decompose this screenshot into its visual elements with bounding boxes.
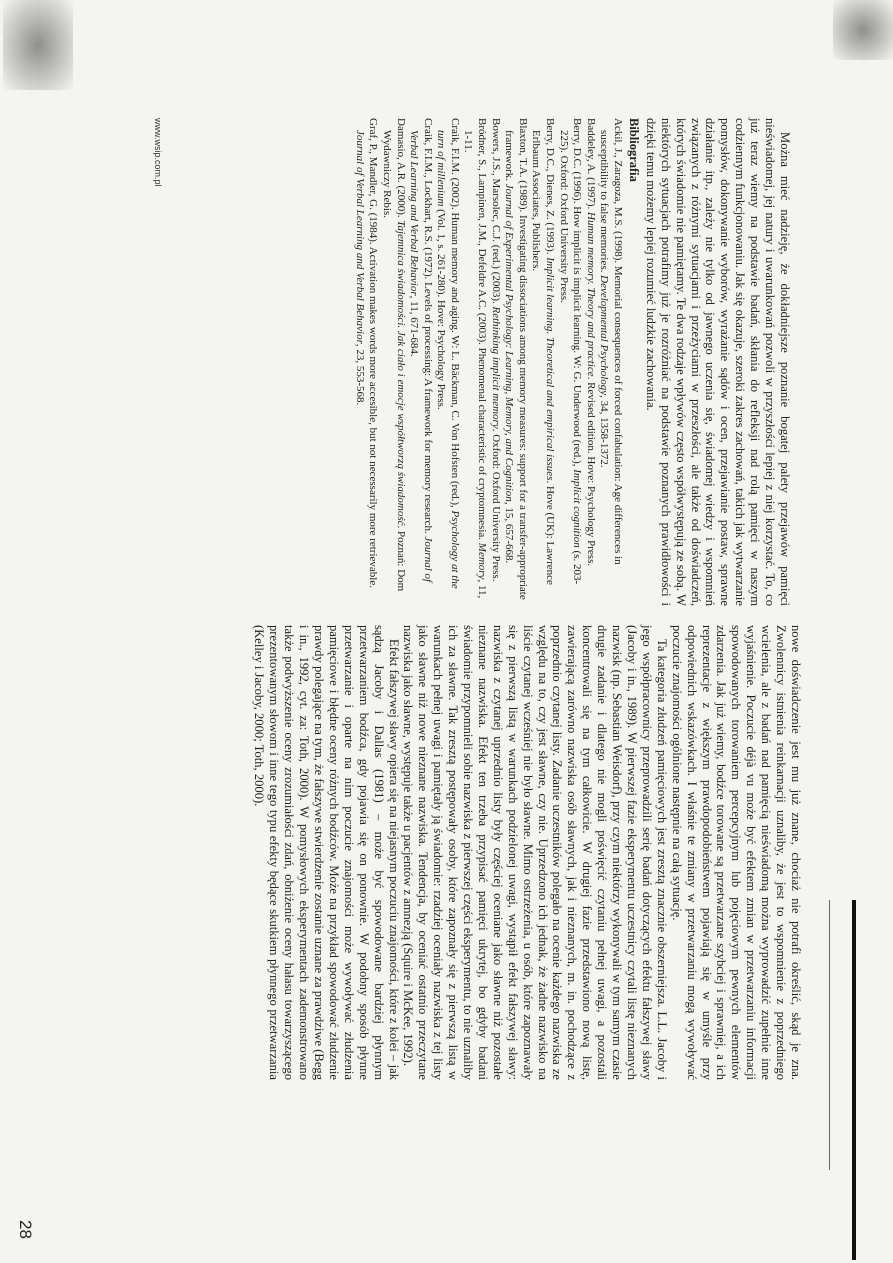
paragraph: Ta kategoria złudzeń pamięciowych jest zresztą znacznie obszerniejsza. L.L. Jacoby i jego współpracownicy przeprowadzili serię badań dotyczących efektu fałszywej sławy (Jacoby i in., 1989). W pierwszej fazie eksperymentu uczestnicy czytali listę nieznanych nazwisk (np. Sebastian Weisdorf), przy czym niektórzy wykonywali w tym samym czasie drugie zadanie i dlatego nie mogli poświęcić czytaniu pełnej uwagi, a pozostali koncentrowali się na tym całkowicie. W drugiej fazie przedstawiono nową listę, zawierającą zarówno nazwiska osób sławnych, jak i nieznanych, m. in. pochodzące z poprzednio czytanej listy. Zadanie uczestników polegało na ocenie każdego nazwiska ze względu na to, czy jest sławne, czy nie. Uprzedzono ich jednak, że żadne nazwisko na liście czytanej wcześniej nie było sławne. Mimo ostrzeżenia, u osób, które zapoznawały się z pierwszą listą w warunkach podzielonej uwagi, wystąpił efekt fałszywej sławy: nazwiska z czytanej uprzednio listy były częściej oceniane jako sławne niż pozostałe nieznane nazwiska. Efekt ten trzeba przypisać pamięci ukrytej, bo gdyby badani świadomie przypomnieli sobie nazwiska z pierwszej części eksperymentu, to nie uznaliby ich za sławne. Tak zresztą postępowały osoby, które zapoznały się z pierwszą listą w warunkach pełnej uwagi i pamiętały ją świadomie: rzadziej oceniały nazwiska z tej listy jako sławne niż nowe nieznane nazwiska. Tendencja, by oceniać ostatnio przeczytane nazwiska jako sławne, występuje także u pacjentów z amnezją (Squire i McKee, 1992). [401,625,669,1080]
reference-text: Damasio, A.R. (2000). [394,118,407,221]
reference-details: , 23, 553-568. [353,343,366,406]
reference-text: Ackil, J., Zaragoza, M.S. (1998). Memorial consequences of forced confabulation: Age differences in susceptibility to false memories. [598,118,625,565]
reference-journal: Implicit cognition [571,469,584,548]
reference-details: . Poznań: Dom Wydawniczy Rebis. [380,130,407,592]
reference-journal: Journal of Verbal Learning and Verbal Behavior [408,130,434,583]
reference-journal: Memory [476,542,489,580]
reference-journal: Implicit learning. Theoretical and empirical issues [544,257,557,481]
reference-text: Craik, F.I.M., Lockhart, R.S. (1972). Levels of processing: A framework for memory research. [421,118,434,537]
paragraph: nowe doświadczenie jest mu już znane, chociaż nie potrafi określić, skąd je zna. Zwolennicy istnienia reinkarnacji uznaliby, że jest to wspomnienie z poprzedniego wcielenia, ale z badań nad pamięcią nieświadomą można wyprowadzić zupełnie inne wyjaśnienie. Poczucie déjà vu może być efektem zmian w przetwarzaniu informacji spowodowanych torowaniem percepcyjnym lub pojęciowym pewnych elementów zdarzenia. Jak już wiemy, bodźce torowane są przetwarzane szybciej i sprawniej, a ich reprezentacje z większym prawdopodobieństwem pojawiają się w umyśle przy odpowiednich wskazówkach. I właśnie te zmiany w przetwarzaniu mogą wywoływać poczucie znajomości ogólnione następnie na całą sytuację. [669,625,803,1080]
references-heading: Bibliografia [626,118,641,182]
reference-text: Blaxton, T.A. (1989). Investigating dissociations among memory measures: support for a transfer-appropriate framework. [503,118,529,600]
reference-journal: Journal of Verbal Learning and Verbal Behavior [353,130,366,344]
scan-smudge [3,0,73,90]
reference-text: Bowers, J.S., Marsolec, C.J. (red.) (2003). [489,118,502,307]
reference-text: Craik, F.I.M. (2002). Human memory and aging. W: L. Bäckman, C. Von Hofsten (red.), [448,118,461,511]
reference-entry [379,118,406,606]
references-list [352,118,624,606]
paragraph: Efekt fałszywej sławy opiera się na niejasnym poczuciu znajomości, które z kolei – jak sądzą Jacoby i Dallas (1981) – może być spowodowane bardziej płynnym przetwarzaniem bodźca, gdy pojawia się on ponownie. W podobny sposób płynne przetwarzanie i oparte na nim poczucie znajomości może wywoływać złudzenia pamięciowe i błędne oceny różnych bodźców. Może na przykład spowodować złudzenie prawdy polegające na tym, że fałszywe stwierdzenie zostanie uznane za prawdziwe (Begg i in., 1992, cyt. za: Toth, 2000). W pomysłowych eksperymentach zademonstrowano także podwyższenie oceny zrozumiałości zdań, obniżenie oceny hałasu towarzyszącego prezentowanym słowom i inne tego typu efekty będące skutkiem płynnego przetwarzania (Kelley i Jacoby, 2000; Toth, 2000). [252,625,401,1080]
reference-text: Bródner, S., Lampinen, J.M., Defeldre A.C. (2003). Phenomenal characteristic of cryptomnesia. [476,118,489,543]
reference-journal: Psychology at the turn of millenium [435,130,461,589]
scan-edge-bar [852,900,856,1260]
reference-details: , 11, 671-684. [408,295,421,357]
footer-url: www.wsip.com.pl [153,118,163,187]
reference-entry [529,118,556,606]
reference-details: , 11, 1-11. [462,130,489,599]
reference-journal: Tajemnica świadomości. Jak ciało i emocje współtworzą świadomość [394,220,407,526]
reference-entry [556,118,583,606]
reference-details: . Revised edition. Hove: Psychology Press. [584,376,597,567]
reference-details: . Hove (UK): Lawrence Erlbaum Associates, Publishers. [530,130,557,585]
reference-details: (Vol. 1, s. 261-280). Hove: Psychology Press. [435,206,448,410]
reference-journal: Rethinking implicit memory [489,306,502,429]
reference-text: Berry, D.C. (1996). How implicit is implicit learning. W: G. Underwood (red.), [571,118,584,470]
paragraph: Można mieć nadzieję, że dokładniejsze poznanie bogatej palety przejawów pamięci nieświadomej, jej natury i uwarunkowań pozwoli w przyszłości lepiej z niej korzystać. To, co już teraz wiemy na podstawie badań, skłania do refleksji nad rolą pamięci w naszym codziennym funkcjonowaniu. Jak się okazuje, szeroki zakres zachowań, takich jak wytwarzanie pomysłów, dokonywanie wyborów, wyrażanie sądów i ocen, przejawianie postaw, sprawne działanie itp., zależy nie tylko od jawnego uczenia się, świadomej wiedzy i wspomnień związanych z różnymi sytuacjami i przeżyciami w przeszłości, ale także od doświadczeń, których świadomie nie pamiętamy. Te dwa rodzaje wpływów często współwystępują ze sobą. W niektórych sytuacjach potrafimy już je rozróżniać na podstawie poznanych prawidłowości i dzięki temu możemy lepiej rozumieć ludzkie zachowania. [643,118,792,606]
reference-journal: Human memory. Theory and practice [584,212,597,377]
reference-entry [502,118,529,606]
reference-text: Baddeley, A. (1997). [584,118,597,212]
reference-journal: Developmental Psychology [598,275,611,396]
page-number: 28 [16,1220,35,1239]
reference-details: . Oxford: Oxford University Press. [489,428,502,582]
reference-entry [352,118,379,606]
reference-details: , 34, 1358-1372. [598,395,611,468]
scan-smudge [833,0,893,60]
reference-entry [597,118,624,606]
reference-entry [407,118,434,606]
reference-text: Berry, D.C., Dienes, Z. (1993). [544,118,557,258]
left-column-text [251,625,803,1080]
scan-rule [829,900,830,1170]
right-column-text [352,118,792,606]
reference-details: (s. 203-225). Oxford: Oxford University Press. [557,130,584,585]
reference-entry [488,118,502,606]
reference-entry [434,118,461,606]
reference-journal: Journal of Experimental Psychology: Learning, Memory, and Cognition [503,183,516,502]
reference-entry [583,118,597,606]
reference-details: , 15, 657-668. [503,501,516,564]
reference-text: Graf, P., Mandler, G. (1984). Activation makes words more accesible, but not necessarily more retrievable. [367,118,380,588]
reference-entry [461,118,488,606]
